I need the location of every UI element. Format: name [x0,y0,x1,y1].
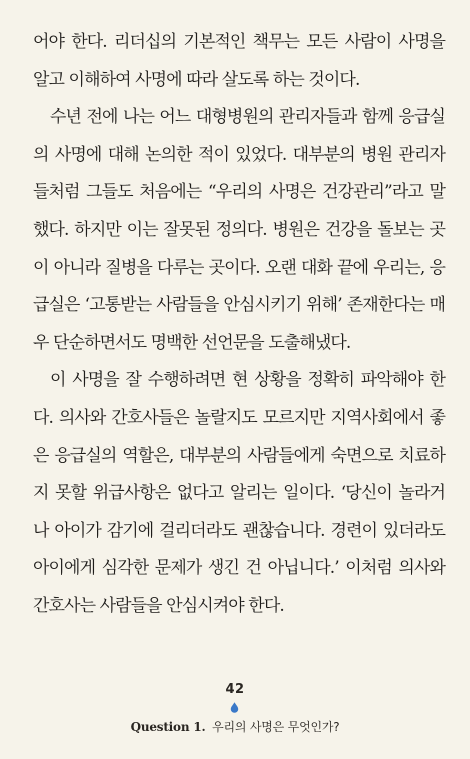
running-footer [0,718,470,735]
body-text [33,24,445,626]
water-drop-icon [230,702,239,713]
paragraph-emergency-role: 이 사명을 잘 수행하려면 현 상황을 정확히 파악해야 한다. 의사와 간호사들은 놀랄지도 모르지만 지역사회에서 좋은 응급실의 역할은, 대부분의 사람들에게 숙면으로 치료하지 못할 위급사항은 없다고 알리는 일이다. ‘당신이 놀라거나 아이가 감기에 걸리더라도 괜찮습니다. 경련이 있더라도 아이에게 심각한 문제가 생긴 건 아닙니다.’ 이처럼 의사와 간호사는 사람들을 안심시켜야 한다. [33,370,445,616]
paragraph-continued: 어야 한다. 리더십의 기본적인 책무는 모든 사람이 사명을 알고 이해하여 사명에 따라 살도록 하는 것이다. [33,32,445,90]
page-number: 42 [225,682,245,697]
question-title: 우리의 사명은 무엇인가? [212,720,340,734]
question-label: Question 1. [130,720,206,734]
paragraph-hospital-mission: 수년 전에 나는 어느 대형병원의 관리자들과 함께 응급실의 사명에 대해 논의한 적이 있었다. 대부분의 병원 관리자들처럼 그들도 처음에는 “우리의 사명은 건강관리”라고 말했다. 하지만 이는 잘못된 정의다. 병원은 건강을 돌보는 곳이 아니라 질병을 다루는 곳이다. 오랜 대화 끝에 우리는, 응급실은 ‘고통받는 사람들을 안심시키기 위해’ 존재한다는 매우 단순하면서도 명백한 선언문을 도출해냈다. [33,107,445,353]
